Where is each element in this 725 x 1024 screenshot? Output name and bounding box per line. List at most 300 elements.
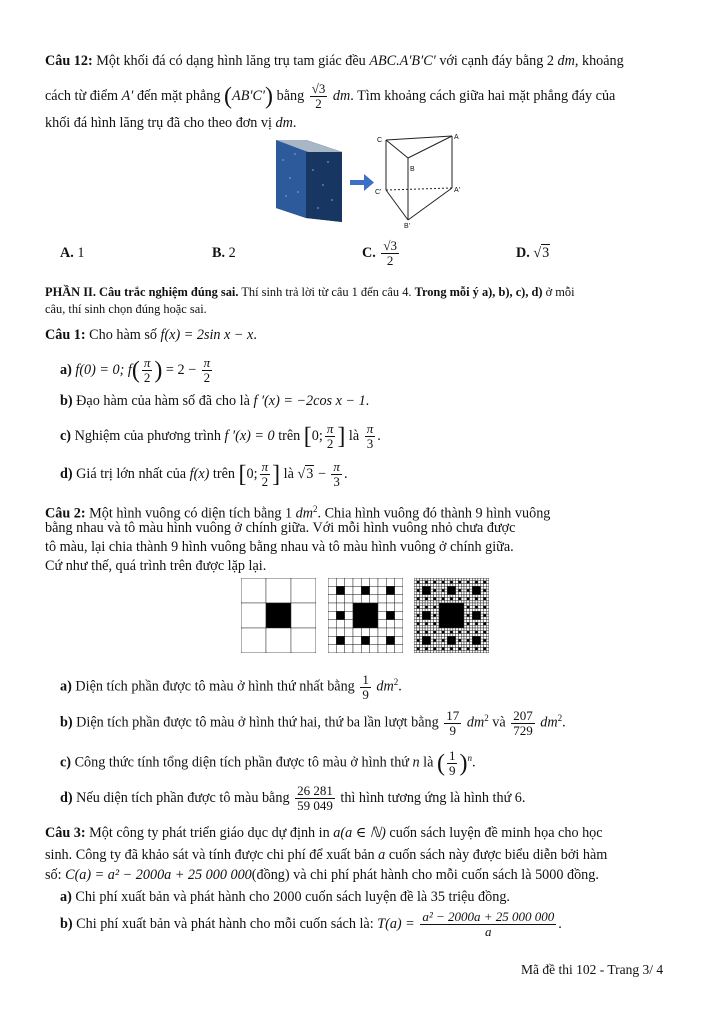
- carpet-cell: [456, 642, 459, 645]
- carpet-cell: [467, 611, 470, 614]
- carpet-cell: [467, 609, 470, 612]
- carpet-cell: [445, 634, 448, 637]
- q3-item-a[interactable]: [60, 888, 510, 906]
- q2-a-num: 1: [362, 671, 369, 687]
- q1-item-c[interactable]: c) Nghiệm của phương trình f ′(x) = 0 trên [0; $\frac{\pi}{2}$ ] là $\frac{\pi}{3}$ .: [60, 421, 381, 452]
- carpet-filled-square: [433, 597, 436, 600]
- q2-c-la: là: [423, 754, 434, 771]
- carpet-cell: [417, 628, 420, 631]
- carpet-cell: [481, 592, 484, 595]
- carpet-cell: [481, 578, 484, 581]
- carpet-cell: [417, 650, 420, 653]
- carpet-cell: [395, 603, 403, 611]
- carpet-filled-square: [475, 647, 478, 650]
- carpet-cell: [420, 636, 423, 639]
- carpet-cell: [464, 600, 467, 603]
- carpet-cell: [481, 642, 484, 645]
- carpet-cell: [458, 584, 461, 587]
- carpet-cell: [420, 611, 423, 614]
- carpet-cell: [428, 631, 431, 634]
- option-b-value: 2: [228, 245, 236, 261]
- carpet-figure-2: [328, 578, 403, 653]
- carpet-cell: [431, 606, 434, 609]
- part2-title: PHẦN II. Câu trắc nghiệm đúng sai.: [45, 285, 239, 299]
- q1-d-two: 2: [261, 474, 269, 490]
- carpet-cell: [428, 650, 431, 653]
- carpet-cell: [433, 645, 436, 648]
- fig-label-c-prime: C': [375, 189, 382, 196]
- carpet-cell: [486, 597, 489, 600]
- q1-label: Câu 1:: [45, 327, 86, 343]
- q3-b-text: Chi phí xuất bản và phát hành cho mỗi cuốn sách là:: [76, 916, 374, 932]
- carpet-cell: [425, 634, 428, 637]
- carpet-cell: [414, 650, 417, 653]
- carpet-cell: [461, 578, 464, 581]
- q2-item-b[interactable]: b) Diện tích phần được tô màu ở hình thứ hai, thứ ba lần lượt bằng $\frac{17}{9}$ $dm^2$ và $\frac{207}{729}$ $dm^2$.: [60, 707, 566, 738]
- carpet-cell: [414, 634, 417, 637]
- carpet-cell: [464, 592, 467, 595]
- q12-option-c[interactable]: [362, 236, 401, 270]
- carpet-cell: [425, 578, 428, 581]
- carpet-cell: [431, 589, 434, 592]
- carpet-filled-square: [483, 631, 486, 634]
- carpet-cell: [470, 603, 473, 606]
- q1-d-ans-three: 3: [333, 474, 340, 490]
- carpet-cell: [431, 609, 434, 612]
- option-b-label: B.: [212, 245, 226, 261]
- carpet-cell: [447, 628, 450, 631]
- q3-line3: [45, 866, 599, 884]
- carpet-cell: [486, 581, 489, 584]
- carpet-cell: [458, 592, 461, 595]
- q12-l2-b: đến mặt phẳng: [136, 88, 221, 104]
- q12-option-a[interactable]: [60, 244, 84, 262]
- carpet-cell: [420, 578, 423, 581]
- q3-l1-math: a(a ∈ ℕ): [333, 825, 386, 841]
- carpet-cell: [414, 584, 417, 587]
- q1-d-func: f(x): [189, 466, 210, 482]
- page-footer: Mã đề thi 102 - Trang 3/ 4: [521, 962, 664, 977]
- q2-l1-b: . Chia hình vuông đó thành 9 hình vuông: [317, 505, 551, 522]
- q2-b-unit2: dm: [540, 714, 558, 731]
- carpet-cell: [464, 631, 467, 634]
- carpet-cell: [439, 628, 442, 631]
- q1-a-pi: π: [143, 355, 151, 371]
- carpet-cell: [470, 600, 473, 603]
- carpet-cell: [472, 597, 475, 600]
- q12-unit-2: dm: [332, 88, 351, 104]
- carpet-cell: [378, 586, 386, 594]
- carpet-cell: [422, 603, 425, 606]
- carpet-cell: [417, 636, 420, 639]
- q3-a-label: a): [60, 889, 72, 905]
- carpet-cell: [417, 620, 420, 623]
- carpet-cell: [420, 617, 423, 620]
- carpet-cell: [481, 634, 484, 637]
- carpet-cell: [433, 586, 436, 589]
- carpet-cell: [431, 620, 434, 623]
- carpet-cell: [483, 586, 486, 589]
- carpet-cell: [453, 650, 456, 653]
- carpet-cell: [422, 609, 425, 612]
- option-a-label: A.: [60, 245, 74, 261]
- carpet-cell: [378, 595, 386, 603]
- q1-item-d[interactable]: d) Giá trị lớn nhất của f(x) trên [0; $\frac{\pi}{2}$ ] là √3 − $\frac{\pi}{3}$ .: [60, 459, 348, 490]
- carpet-cell: [386, 578, 394, 586]
- carpet-cell: [445, 595, 448, 598]
- carpet-cell: [370, 578, 378, 586]
- q1-c-math: f ′(x) = 0: [224, 428, 275, 444]
- carpet-cell: [456, 600, 459, 603]
- carpet-cell: [431, 647, 434, 650]
- carpet-filled-square: [425, 631, 428, 634]
- carpet-cell: [328, 636, 336, 644]
- carpet-cell: [361, 628, 369, 636]
- carpet-cell: [445, 578, 448, 581]
- carpet-cell: [486, 628, 489, 631]
- carpet-cell: [483, 609, 486, 612]
- q2-a-unit: dm: [376, 678, 394, 695]
- carpet-cell: [456, 647, 459, 650]
- carpet-cell: [470, 650, 473, 653]
- carpet-cell: [486, 611, 489, 614]
- carpet-filled-square: [442, 589, 445, 592]
- carpet-filled-square: [447, 586, 455, 594]
- carpet-cell: [414, 581, 417, 584]
- carpet-cell: [439, 595, 442, 598]
- carpet-filled-square: [483, 622, 486, 625]
- carpet-cell: [433, 620, 436, 623]
- q2-d-den: 59 049: [297, 798, 333, 814]
- carpet-cell: [445, 589, 448, 592]
- carpet-cell: [439, 586, 442, 589]
- carpet-cell: [464, 636, 467, 639]
- carpet-cell: [453, 600, 456, 603]
- carpet-cell: [361, 595, 369, 603]
- carpet-cell: [470, 589, 473, 592]
- carpet-cell: [431, 622, 434, 625]
- carpet-cell: [420, 595, 423, 598]
- q12-prism-name: ABC.A′B′C′: [369, 53, 436, 69]
- carpet-cell: [464, 617, 467, 620]
- q2-item-d[interactable]: [60, 780, 525, 816]
- q2-b-den2: 729: [513, 722, 533, 738]
- carpet-filled-square: [422, 611, 430, 619]
- carpet-cell: [464, 603, 467, 606]
- carpet-cell: [414, 642, 417, 645]
- carpet-cell: [386, 620, 394, 628]
- carpet-cell: [456, 628, 459, 631]
- q12-option-d[interactable]: D. √3: [516, 245, 550, 261]
- carpet-cell: [425, 625, 428, 628]
- carpet-filled-square: [353, 603, 378, 628]
- carpet-cell: [456, 589, 459, 592]
- carpet-cell: [475, 628, 478, 631]
- carpet-cell: [472, 647, 475, 650]
- carpet-cell: [467, 578, 470, 581]
- carpet-cell: [417, 595, 420, 598]
- carpet-cell: [456, 650, 459, 653]
- carpet-cell: [353, 595, 361, 603]
- option-a-value: 1: [77, 245, 85, 261]
- q12-plane: AB′C′: [232, 88, 266, 104]
- carpet-cell: [445, 586, 448, 589]
- carpet-cell: [481, 609, 484, 612]
- carpet-cell: [475, 600, 478, 603]
- carpet-cell: [436, 642, 439, 645]
- carpet-cell: [417, 592, 420, 595]
- carpet-cell: [420, 620, 423, 623]
- carpet-cell: [345, 620, 353, 628]
- carpet-cell: [442, 584, 445, 587]
- carpet-cell: [445, 636, 448, 639]
- carpet-filled-square: [447, 636, 455, 644]
- carpet-filled-square: [336, 636, 344, 644]
- carpet-filled-square: [417, 589, 420, 592]
- carpet-cell: [428, 595, 431, 598]
- q2-c-den: 9: [448, 762, 456, 778]
- carpet-cell: [414, 631, 417, 634]
- carpet-cell: [420, 634, 423, 637]
- carpet-cell: [470, 622, 473, 625]
- carpet-cell: [464, 620, 467, 623]
- carpet-filled-square: [458, 597, 461, 600]
- q1-d-frac: [260, 460, 271, 489]
- carpet-filled-square: [417, 606, 420, 609]
- carpet-cell: [291, 628, 316, 653]
- q2-item-a[interactable]: a) Diện tích phần được tô màu ở hình thứ nhất bằng $\frac{1}{9}$ $dm^2$.: [60, 671, 402, 702]
- q3-item-b[interactable]: b) Chi phí xuất bản và phát hành cho mỗi cuốn sách là: T(a) = $\frac{\text{a² − 2000a + 25 000 000}}{a}$ .: [60, 909, 562, 940]
- carpet-filled-square: [433, 647, 436, 650]
- q1-stem: Câu 1: Cho hàm số f(x) = 2sin x − x.: [45, 327, 257, 343]
- carpet-cell: [458, 600, 461, 603]
- carpet-cell: [442, 600, 445, 603]
- carpet-filled-square: [386, 586, 394, 594]
- q3-b-frac: [420, 910, 556, 939]
- carpet-cell: [481, 611, 484, 614]
- carpet-cell: [447, 650, 450, 653]
- carpet-cell: [458, 586, 461, 589]
- carpet-cell: [414, 647, 417, 650]
- carpet-cell: [461, 584, 464, 587]
- carpet-filled-square: [472, 611, 480, 619]
- carpet-figure-1: [241, 578, 316, 653]
- carpet-cell: [433, 617, 436, 620]
- carpet-cell: [436, 647, 439, 650]
- q12-l2-c: bằng: [276, 88, 305, 104]
- carpet-cell: [345, 645, 353, 653]
- carpet-cell: [470, 639, 473, 642]
- carpet-cell: [483, 617, 486, 620]
- q12-option-b[interactable]: [212, 244, 236, 262]
- carpet-cell: [428, 578, 431, 581]
- q1-item-b[interactable]: b) Đạo hàm của hàm số đã cho là f ′(x) = −2cos x − 1.: [60, 393, 370, 409]
- carpet-filled-square: [467, 639, 470, 642]
- carpet-cell: [483, 628, 486, 631]
- carpet-cell: [450, 634, 453, 637]
- carpet-cell: [467, 628, 470, 631]
- carpet-cell: [431, 645, 434, 648]
- carpet-cell: [481, 647, 484, 650]
- carpet-cell: [433, 634, 436, 637]
- carpet-cell: [453, 584, 456, 587]
- q2-a-text: Diện tích phần được tô màu ở hình thứ nhất bằng: [75, 678, 355, 695]
- carpet-cell: [417, 603, 420, 606]
- q1-b-text: Đạo hàm của hàm số đã cho là: [76, 393, 250, 409]
- carpet-cell: [447, 597, 450, 600]
- carpet-cell: [481, 595, 484, 598]
- carpet-cell: [486, 645, 489, 648]
- carpet-cell: [417, 600, 420, 603]
- carpet-cell: [486, 631, 489, 634]
- q2-l1: Một hình vuông có diện tích bằng 1: [89, 505, 293, 522]
- carpet-cell: [472, 625, 475, 628]
- q3-l3-c: 5000: [535, 867, 564, 883]
- carpet-cell: [464, 611, 467, 614]
- carpet-cell: [328, 645, 336, 653]
- carpet-cell: [486, 622, 489, 625]
- carpet-cell: [436, 606, 439, 609]
- carpet-cell: [486, 603, 489, 606]
- carpet-filled-square: [450, 631, 453, 634]
- carpet-cell: [464, 647, 467, 650]
- carpet-cell: [470, 636, 473, 639]
- carpet-cell: [431, 592, 434, 595]
- carpet-cell: [467, 586, 470, 589]
- carpet-cell: [417, 617, 420, 620]
- carpet-filled-square: [425, 597, 428, 600]
- carpet-cell: [336, 595, 344, 603]
- carpet-cell: [472, 584, 475, 587]
- carpet-cell: [445, 639, 448, 642]
- carpet-cell: [464, 614, 467, 617]
- q2-b-num2: 207: [513, 707, 533, 723]
- carpet-cell: [436, 581, 439, 584]
- carpet-cell: [481, 586, 484, 589]
- carpet-cell: [425, 603, 428, 606]
- carpet-cell: [481, 639, 484, 642]
- carpet-cell: [420, 597, 423, 600]
- carpet-cell: [475, 650, 478, 653]
- carpet-cell: [464, 639, 467, 642]
- q2-c-label: c): [60, 754, 72, 771]
- carpet-cell: [458, 578, 461, 581]
- carpet-cell: [464, 645, 467, 648]
- carpet-cell: [478, 625, 481, 628]
- carpet-cell: [328, 586, 336, 594]
- carpet-cell: [378, 636, 386, 644]
- carpet-cell: [439, 650, 442, 653]
- q2-label: Câu 2:: [45, 505, 86, 522]
- q1-item-a[interactable]: a) f(0) = 0; f( $\frac{\pi}{2}$ ) = 2 − $\frac{\pi}{2}$: [60, 355, 211, 386]
- carpet-cell: [336, 578, 344, 586]
- carpet-cell: [395, 611, 403, 619]
- carpet-cell: [447, 578, 450, 581]
- carpet-cell: [464, 650, 467, 653]
- carpet-cell: [472, 645, 475, 648]
- carpet-cell: [422, 631, 425, 634]
- carpet-filled-square: [475, 631, 478, 634]
- q2-c-n: n: [412, 754, 420, 771]
- carpet-cell: [353, 578, 361, 586]
- carpet-cell: [241, 603, 266, 628]
- carpet-cell: [439, 645, 442, 648]
- carpet-cell: [422, 620, 425, 623]
- carpet-filled-square: [417, 631, 420, 634]
- carpet-cell: [428, 622, 431, 625]
- carpet-cell: [431, 600, 434, 603]
- carpet-cell: [478, 650, 481, 653]
- carpet-cell: [467, 617, 470, 620]
- carpet-cell: [436, 645, 439, 648]
- q3-a-text3: triệu đồng.: [448, 889, 510, 905]
- q2-b-and: và: [492, 714, 506, 731]
- carpet-cell: [417, 611, 420, 614]
- carpet-cell: [395, 620, 403, 628]
- carpet-cell: [483, 650, 486, 653]
- q2-item-c[interactable]: c) Công thức tính tổng diện tích phần được tô màu ở hình thứ n là ( $\frac{1}{9}$ )$^n$.: [60, 747, 476, 778]
- carpet-cell: [470, 617, 473, 620]
- carpet-cell: [361, 645, 369, 653]
- carpet-filled-square: [467, 614, 470, 617]
- carpet-cell: [414, 620, 417, 623]
- carpet-filled-square: [467, 606, 470, 609]
- q3-l3-d: đồng.: [566, 867, 599, 883]
- carpet-cell: [425, 584, 428, 587]
- carpet-filled-square: [425, 606, 428, 609]
- carpet-cell: [420, 614, 423, 617]
- carpet-filled-square: [417, 647, 420, 650]
- carpet-cell: [475, 603, 478, 606]
- carpet-cell: [436, 631, 439, 634]
- carpet-cell: [447, 581, 450, 584]
- carpet-cell: [370, 628, 378, 636]
- carpet-cell: [436, 620, 439, 623]
- carpet-cell: [439, 639, 442, 642]
- carpet-cell: [328, 595, 336, 603]
- carpet-filled-square: [422, 586, 430, 594]
- carpet-cell: [447, 600, 450, 603]
- carpet-cell: [431, 586, 434, 589]
- carpet-cell: [378, 645, 386, 653]
- carpet-cell: [345, 578, 353, 586]
- carpet-cell: [464, 625, 467, 628]
- carpet-cell: [422, 647, 425, 650]
- carpet-cell: [420, 650, 423, 653]
- carpet-cell: [470, 584, 473, 587]
- carpet-cell: [458, 645, 461, 648]
- carpet-cell: [475, 584, 478, 587]
- carpet-cell: [470, 647, 473, 650]
- carpet-cell: [483, 600, 486, 603]
- option-c-num: 3: [390, 238, 397, 254]
- carpet-cell: [442, 586, 445, 589]
- carpet-cell: [378, 611, 386, 619]
- carpet-cell: [420, 600, 423, 603]
- carpet-filled-square: [467, 622, 470, 625]
- carpet-cell: [445, 584, 448, 587]
- carpet-cell: [436, 650, 439, 653]
- q1-intro: Cho hàm số: [89, 327, 157, 343]
- q1-d-interval-start: 0;: [246, 466, 258, 482]
- q3-a-num2: 35: [430, 889, 445, 905]
- q12-line1: [45, 52, 624, 70]
- carpet-cell: [470, 628, 473, 631]
- carpet-cell: [428, 647, 431, 650]
- q3-b-den: a: [485, 924, 492, 940]
- carpet-cell: [336, 620, 344, 628]
- option-d-value: 3: [542, 245, 550, 261]
